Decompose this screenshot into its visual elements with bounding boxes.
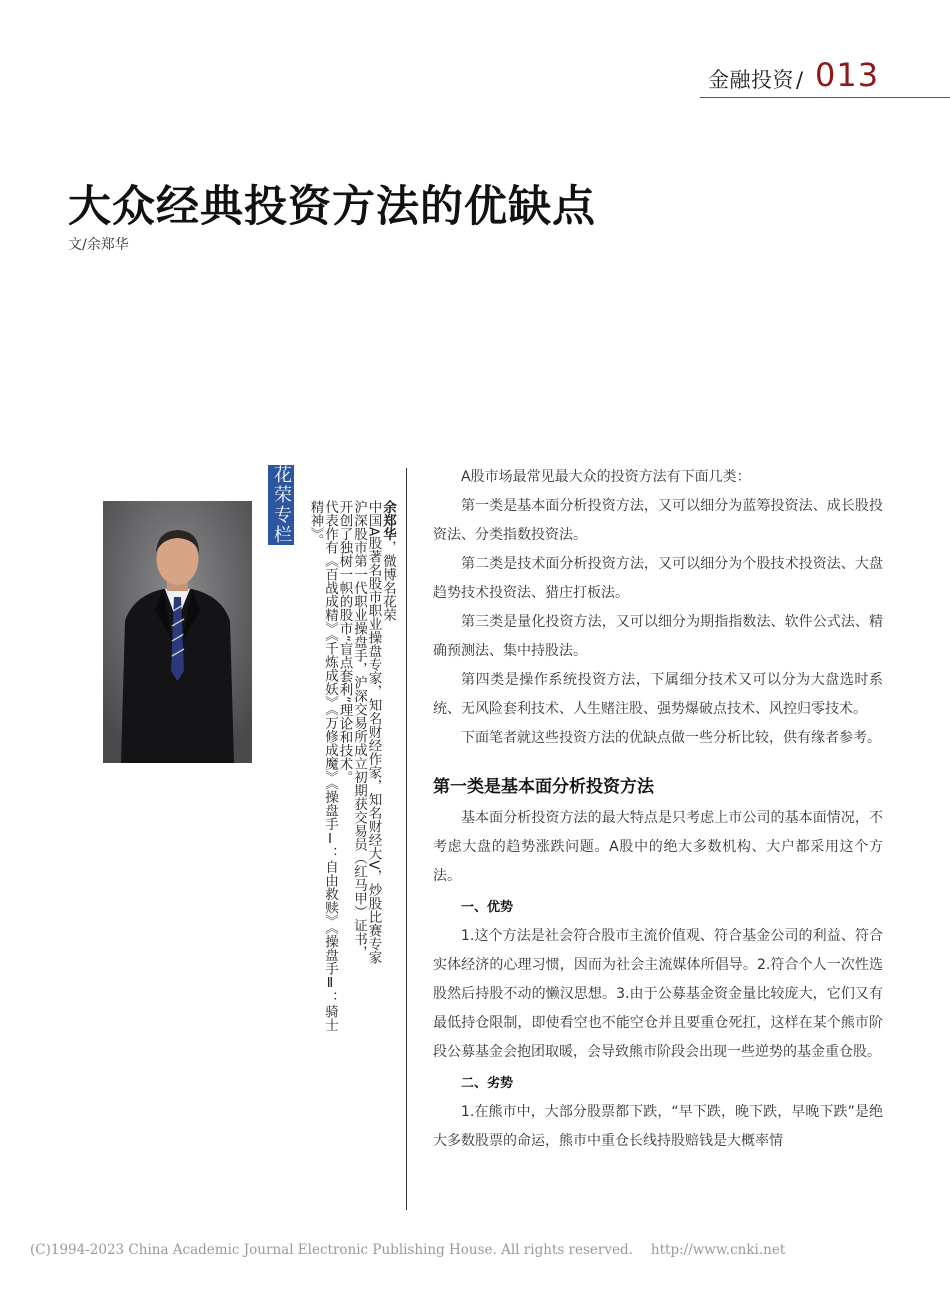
section-heading: 第一类是基本面分析投资方法 (433, 777, 654, 797)
column-tag: 花荣专栏 (268, 465, 294, 545)
paragraph-disadvantages: 1.在熊市中，大部分股票都下跌，“早下跌，晚下跌，早晚下跌”是绝大多数股票的命运，熊市中重仓长线持股赔钱是大概率情 (433, 1104, 883, 1149)
author-bio-text: ，微博名花荣 中国A股著名股市职业操盘专家，知名财经作家，知名财经大V，炒股比赛专家 沪深股市第一代职业操盘手，沪深交易所成立初期获交易员（红马甲）证书， 开创了独树一帜的股市“盲点套利”理论和技术。 代表作有《百战成精》《千炼成妖》《万修成魔》《操盘手Ⅰ：自由救赎》《操盘手Ⅱ：骑士精神》。 (307, 500, 396, 1032)
copyright-text: (C)1994-2023 China Academic Journal Electronic Publishing House. All rights reserved. (30, 1242, 633, 1258)
column-divider (406, 468, 407, 1210)
page-number: 013 (815, 56, 880, 94)
article-title: 大众经典投资方法的优缺点 (68, 182, 596, 232)
author-photo (103, 501, 252, 763)
author-name: 余郑华 (380, 500, 396, 541)
paragraph-category: 第二类是技术面分析投资方法，又可以细分为个股技术投资法、大盘趋势技术投资法、猎庄打板法。 (433, 556, 883, 601)
paragraph-closing: 下面笔者就这些投资方法的优缺点做一些分析比较，供有缘者参考。 (461, 730, 881, 746)
header-separator: / (796, 68, 804, 92)
copyright-footer (30, 1242, 785, 1258)
author-photo-illustration (103, 501, 252, 763)
section-name: 金融投资 (708, 68, 794, 92)
paragraph-advantages: 1.这个方法是社会符合股市主流价值观、符合基金公司的利益、符合实体经济的心理习惯，因而为社会主流媒体所倡导。2.符合个人一次性选股然后持股不动的懒汉思想。3.由于公募基金资金量比较庞大，它们又有最低持仓限制，即使看空也不能空仓并且要重仓死扛，这样在某个熊市阶段公募基金会抱团取暖，会导致熊市阶段会出现一些逆势的基金重仓股。 (433, 928, 883, 1060)
paragraph-category: 第三类是量化投资方法，又可以细分为期指指数法、软件公式法、精确预测法、集中持股法。 (433, 614, 883, 659)
paragraph-category: 第一类是基本面分析投资方法，又可以细分为蓝筹投资法、成长股投资法、分类指数投资法。 (433, 498, 883, 543)
subheading-advantages: 一、优势 (461, 900, 514, 915)
author-bio (308, 500, 395, 1040)
byline: 文/余郑华 (68, 237, 129, 253)
article-body (433, 463, 883, 1156)
paragraph-category: 第四类是操作系统投资方法，下属细分技术又可以分为大盘选时系统、无风险套利技术、人生赌注股、强势爆破点技术、风控归零技术。 (433, 672, 883, 717)
paragraph-intro: A股市场最常见最大众的投资方法有下面几类： (461, 469, 751, 485)
paragraph-section-intro: 基本面分析投资方法的最大特点是只考虑上市公司的基本面情况，不考虑大盘的趋势涨跌问题。A股中的绝大多数机构、大户都采用这个方法。 (433, 810, 883, 884)
header-divider (700, 97, 950, 98)
footer-url[interactable]: http://www.cnki.net (650, 1242, 786, 1258)
subheading-disadvantages: 二、劣势 (461, 1076, 514, 1091)
